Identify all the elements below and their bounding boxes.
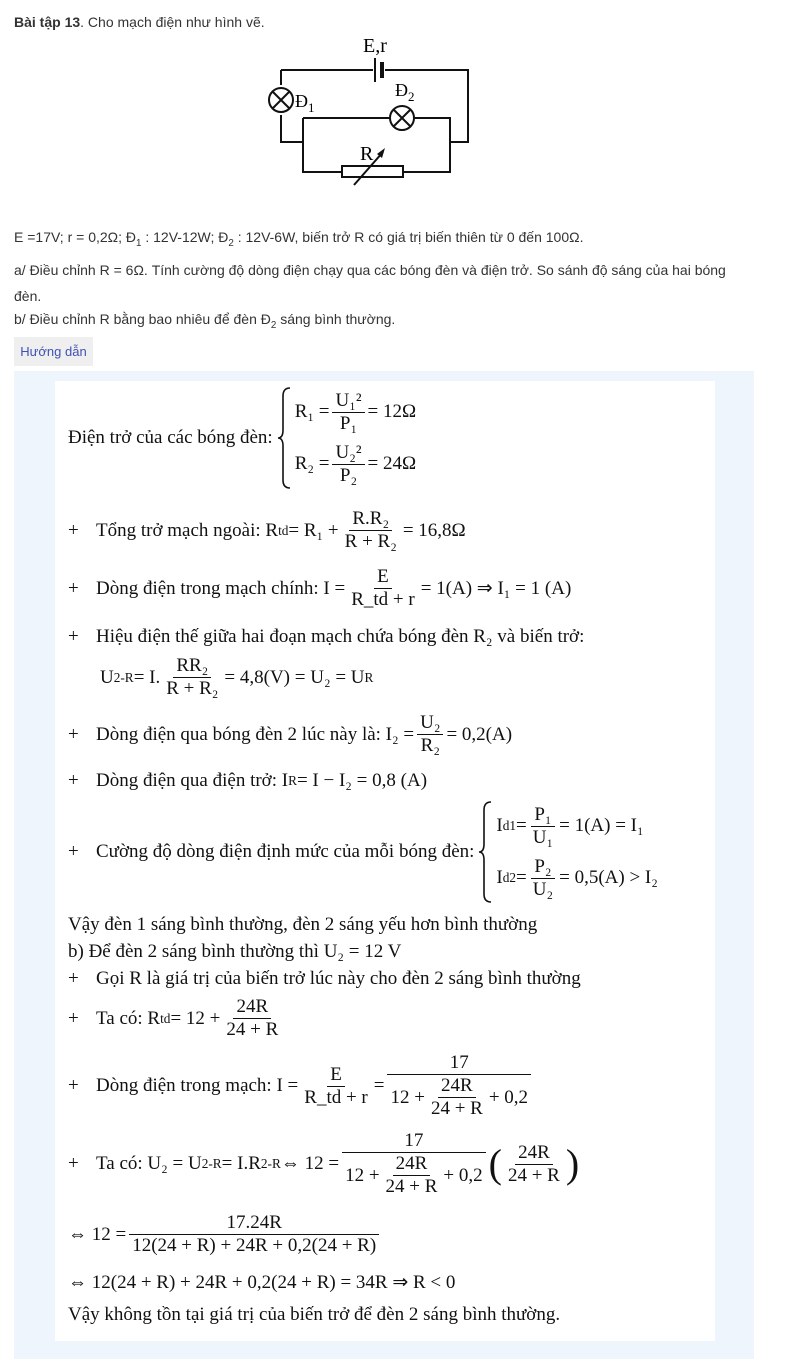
- rated-current-block: + Cường độ dòng điện định mức của mỗi bóng đèn: I d1 = $\frac{\text{P₁}}{\text{U₁}}$ = 1(A) = I₁ I d2 = $\frac{\text{P₂}}{\text{U₂}}$ = 0,5(A) > I₂: [68, 800, 658, 904]
- problem-title: [14, 14, 265, 30]
- problem-intro: . Cho mạch điện như hình vẽ.: [80, 14, 265, 30]
- conclusion-b: Vậy không tồn tại giá trị của biến trở để đèn 2 sáng bình thường.: [68, 1304, 561, 1325]
- voltage-intro-line: + Hiệu điện thế giữa hai đoạn mạch chứa bóng đèn R₂ và biến trở:: [68, 626, 585, 647]
- resistor-current-line: + Dòng điện qua điện trở: I R = I − I₂ = 0,8 (A): [68, 770, 428, 791]
- conclusion-a: Vậy đèn 1 sáng bình thường, đèn 2 sáng yếu hơn bình thường: [68, 914, 538, 935]
- formula-r2: R₂ = $\frac{\text{U₂²}}{\text{P₂}}$ = 24Ω: [294, 441, 417, 486]
- given-values: E =17V; r = 0,2Ω; $Đ_1$ : 12V-12W; $Đ_2$ : 12V-6W, biến trở R có giá trị biến thiên từ 0 đến 100Ω.: [14, 229, 584, 249]
- source-label: E,r: [363, 35, 387, 57]
- part-b-assume: + Gọi R là giá trị của biến trở lúc này cho đèn 2 sáng bình thường: [68, 968, 581, 989]
- rated-current-label: Cường độ dòng điện định mức của mỗi bóng đèn:: [96, 841, 475, 862]
- total-resistance-line: + Tổng trở mạch ngoài: R td = R₁ + $\frac{\text{R.R₂}}{\text{R + R₂}}$ = 16,8Ω: [68, 508, 466, 552]
- lamp1-label: $Đ_1$: [295, 91, 315, 115]
- rated-current-2: I d2 = $\frac{\text{P₂}}{\text{U₂}}$ = 0,5(A) > I₂: [496, 855, 658, 900]
- hint-toggle-button[interactable]: Hướng dẫn: [14, 337, 93, 366]
- open-paren: (: [488, 1141, 502, 1186]
- part-b-condition: b) Để đèn 2 sáng bình thường thì U₂ = 12 V: [68, 941, 402, 962]
- close-paren: ): [565, 1141, 580, 1186]
- current-formula-line: + Dòng điện trong mạch: I = $\frac{E}{R\_td + r}$ = 17 12 + $\frac{24R}{24 + R}$ + 0,2: [68, 1052, 534, 1120]
- rtd-formula-line: + Ta có: R td = 12 + $\frac{24R}{24 + R}$: [68, 996, 279, 1040]
- question-a: a/ Điều chỉnh R = 6Ω. Tính cường độ dòng điện chạy qua các bóng đèn và điện trở. So sánh độ sáng của hai bóng đèn.: [14, 262, 726, 304]
- simplified-equation-line: ⇔ 12 = $\frac{17.24R}{12(24 + R) + 24R + 0,2(24 + R)}$: [68, 1212, 382, 1257]
- brace: [478, 800, 492, 904]
- question-b: b/ Điều chỉnh R bằng bao nhiêu để đèn $Đ_2$ sáng bình thường.: [14, 311, 396, 331]
- resistances-block: [68, 386, 416, 490]
- final-equation-line: ⇔ 12(24 + R) + 24R + 0,2(24 + R) = 34R ⇒ R < 0: [68, 1272, 456, 1293]
- lamp2-current-line: + Dòng điện qua bóng đèn 2 lúc này là: I₂ = $\frac{\text{U₂}}{\text{R₂}}$ = 0,2(A): [68, 712, 513, 756]
- lamp2-label: $Đ_2$: [395, 80, 415, 104]
- problem-number: Bài tập 13: [14, 14, 81, 30]
- brace: [277, 386, 291, 490]
- voltage-equation-line: + Ta có: U₂ = U 2-R = I.R 2-R ⇔ 12 = 17 12 + $\frac{24R}{24 + R}$ + 0,2 ( 24R 24 + R ): [68, 1130, 580, 1197]
- voltage-formula-line: U 2-R = I. $\frac{\text{RR₂}}{\text{R + R₂}}$ = 4,8(V) = U₂ = U R: [100, 655, 374, 699]
- main-current-line: + Dòng điện trong mạch chính: I = $\frac{E}{R\_td + r}$ = 1(A) ⇒ I₁ = 1 (A): [68, 566, 572, 610]
- resistor-label: R: [360, 143, 374, 165]
- resistances-label: Điện trở của các bóng đèn:: [68, 427, 273, 448]
- formula-r1: R₁ = $\frac{\text{U₁²}}{\text{P₁}}$ = 12Ω: [294, 389, 417, 434]
- circuit-diagram: [255, 30, 475, 200]
- rated-current-1: I d1 = $\frac{\text{P₁}}{\text{U₁}}$ = 1(A) = I₁: [496, 803, 644, 848]
